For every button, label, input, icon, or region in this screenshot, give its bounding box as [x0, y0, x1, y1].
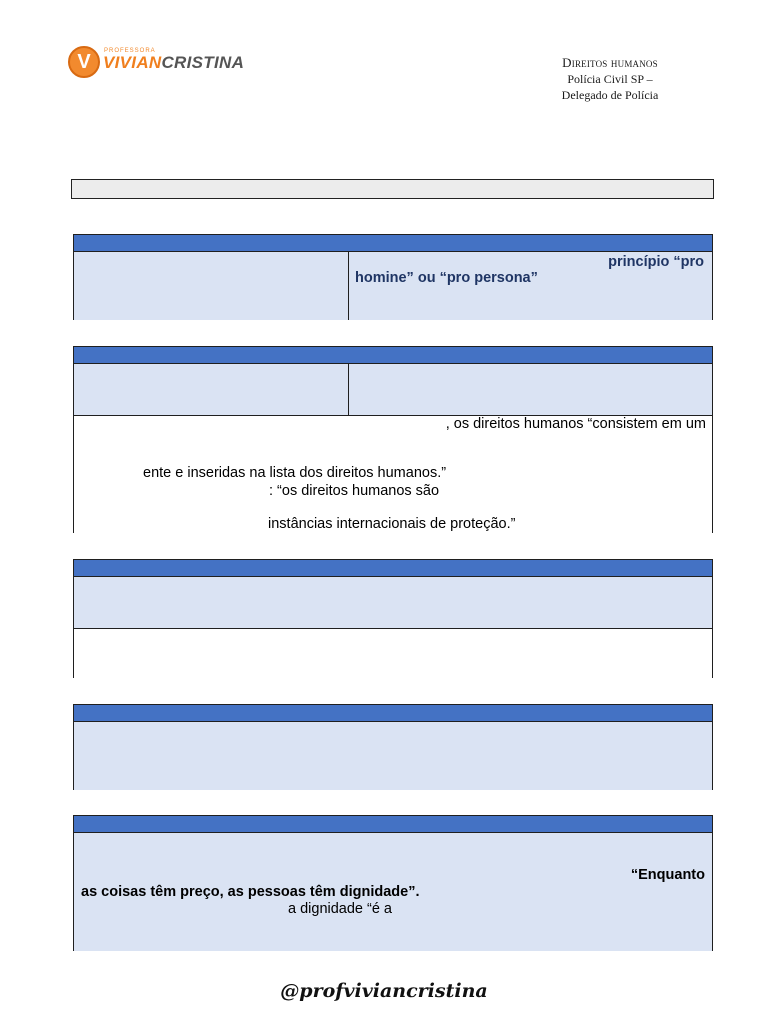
- section-body-shaded: [74, 722, 712, 790]
- title-bar: [71, 179, 714, 199]
- dignity-line1: “Enquanto: [630, 867, 705, 883]
- section-header-bar: [74, 235, 712, 252]
- definition-line1: , os direitos humanos “consistem em um: [445, 416, 706, 432]
- left-cell: [74, 252, 349, 320]
- definition-body: [74, 415, 712, 533]
- subject-title: Direitos humanos: [562, 55, 658, 70]
- logo-last-name: CRISTINA: [161, 53, 245, 72]
- logo-prefix: PROFESSORA: [104, 48, 156, 54]
- section-body-split: [74, 364, 712, 415]
- exam-name: Polícia Civil SP –: [567, 72, 653, 86]
- instagram-handle: @profviviancristina: [280, 980, 488, 1002]
- section-body-shaded: [74, 577, 712, 628]
- section-header-bar: [74, 347, 712, 364]
- section-body-white: [74, 628, 712, 678]
- brand-logo: [68, 46, 268, 80]
- principle-text-line2: homine” ou “pro persona”: [355, 270, 538, 286]
- section-box-3: [73, 559, 713, 678]
- right-cell: [349, 252, 712, 320]
- section-body: [74, 252, 712, 320]
- left-cell: [74, 364, 349, 415]
- right-cell: [349, 364, 712, 415]
- section-box-1: [73, 234, 713, 320]
- definition-line2: ente e inseridas na lista dos direitos humanos.”: [143, 465, 447, 481]
- logo-name: [103, 53, 244, 73]
- definition-line3: : “os direitos humanos são: [269, 483, 440, 499]
- section-header-bar: [74, 816, 712, 833]
- section-box-4: [73, 704, 713, 790]
- dignity-body: [74, 833, 712, 951]
- logo-first-name: VIVIAN: [103, 53, 162, 72]
- document-header: [520, 55, 700, 103]
- principle-text-line1: princípio “pro: [608, 254, 704, 270]
- dignity-line3: a dignidade “é a: [288, 901, 392, 917]
- section-header-bar: [74, 560, 712, 577]
- dignity-line2: as coisas têm preço, as pessoas têm dignidade”.: [81, 884, 420, 900]
- definition-line4: instâncias internacionais de proteção.”: [268, 516, 516, 532]
- section-header-bar: [74, 705, 712, 722]
- role-name: Delegado de Polícia: [561, 88, 659, 102]
- section-box-5: [73, 815, 713, 951]
- logo-badge-icon: V: [68, 46, 100, 78]
- section-box-2: [73, 346, 713, 533]
